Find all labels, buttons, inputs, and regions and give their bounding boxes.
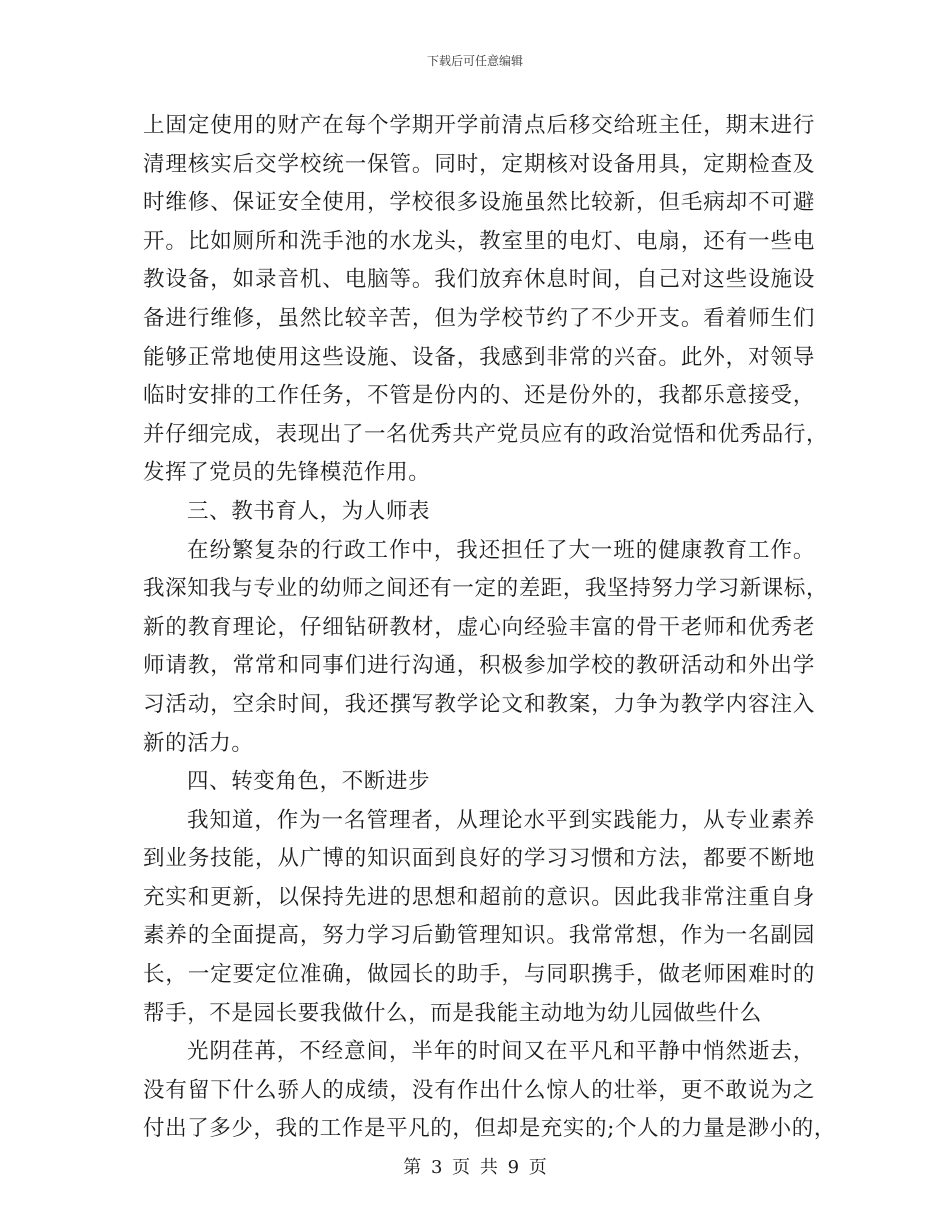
text-line: 我深知我与专业的幼师之间还有一定的差距，我坚持努力学习新课标， (143, 576, 829, 602)
text-line: 在纷繁复杂的行政工作中，我还担任了大一班的健康教育工作。 (187, 537, 815, 563)
text-line: 三、教书育人，为人师表 (187, 498, 431, 524)
text-line: 习活动，空余时间，我还撰写教学论文和教案，力争为教学内容注入 (143, 691, 815, 717)
text-line: 充实和更新，以保持先进的思想和超前的意识。因此我非常注重自身 (143, 884, 815, 910)
text-line: 时维修、保证安全使用，学校很多设施虽然比较新，但毛病却不可避 (143, 190, 815, 216)
text-line: 临时安排的工作任务，不管是份内的、还是份外的，我都乐意接受， (143, 383, 815, 409)
text-line: 发挥了党员的先锋模范作用。 (143, 460, 431, 486)
text-line: 我知道，作为一名管理者，从理论水平到实践能力，从专业素养 (187, 807, 815, 833)
text-line: 光阴荏苒，不经意间，半年的时间又在平凡和平静中悄然逝去， (187, 1039, 815, 1065)
text-line: 没有留下什么骄人的成绩，没有作出什么惊人的壮举，更不敢说为之 (143, 1077, 815, 1103)
text-line: 新的教育理论，仔细钻研教材，虚心向经验丰富的骨干老师和优秀老 (143, 614, 815, 640)
text-line: 到业务技能，从广博的知识面到良好的学习习惯和方法，都要不断地 (143, 846, 815, 872)
text-line: 并仔细完成，表现出了一名优秀共产党员应有的政治觉悟和优秀品行， (143, 421, 829, 447)
text-line: 四、转变角色，不断进步 (187, 769, 431, 795)
document-body (143, 107, 836, 1149)
text-line: 能够正常地使用这些设施、设备，我感到非常的兴奋。此外，对领导 (143, 344, 815, 370)
text-line: 帮手，不是园长要我做什么，而是我能主动地为幼儿园做些什么 (143, 1000, 762, 1026)
text-line: 清理核实后交学校统一保管。同时，定期核对设备用具，定期检查及 (143, 151, 815, 177)
page-number-footer: 第 3 页 共 9 页 (403, 1157, 547, 1178)
text-line: 备进行维修，虽然比较辛苦，但为学校节约了不少开支。看着师生们 (143, 305, 815, 331)
text-line: 师请教，常常和同事们进行沟通，积极参加学校的教研活动和外出学 (143, 653, 815, 679)
text-line: 开。比如厕所和洗手池的水龙头，教室里的电灯、电扇，还有一些电 (143, 228, 815, 254)
text-line: 付出了多少，我的工作是平凡的，但却是充实的;个人的力量是渺小的， (143, 1116, 836, 1142)
text-line: 素养的全面提高，努力学习后勤管理知识。我常常想，作为一名副园 (143, 923, 815, 949)
text-line: 新的活力。 (143, 730, 254, 756)
text-line: 教设备，如录音机、电脑等。我们放弃休息时间，自己对这些设施设 (143, 267, 815, 293)
text-line: 长，一定要定位准确，做园长的助手，与同职携手，做老师困难时的 (143, 962, 815, 988)
text-line: 上固定使用的财产在每个学期开学前清点后移交给班主任，期末进行 (143, 113, 815, 138)
page-header: 下载后可任意编辑 (426, 54, 523, 68)
